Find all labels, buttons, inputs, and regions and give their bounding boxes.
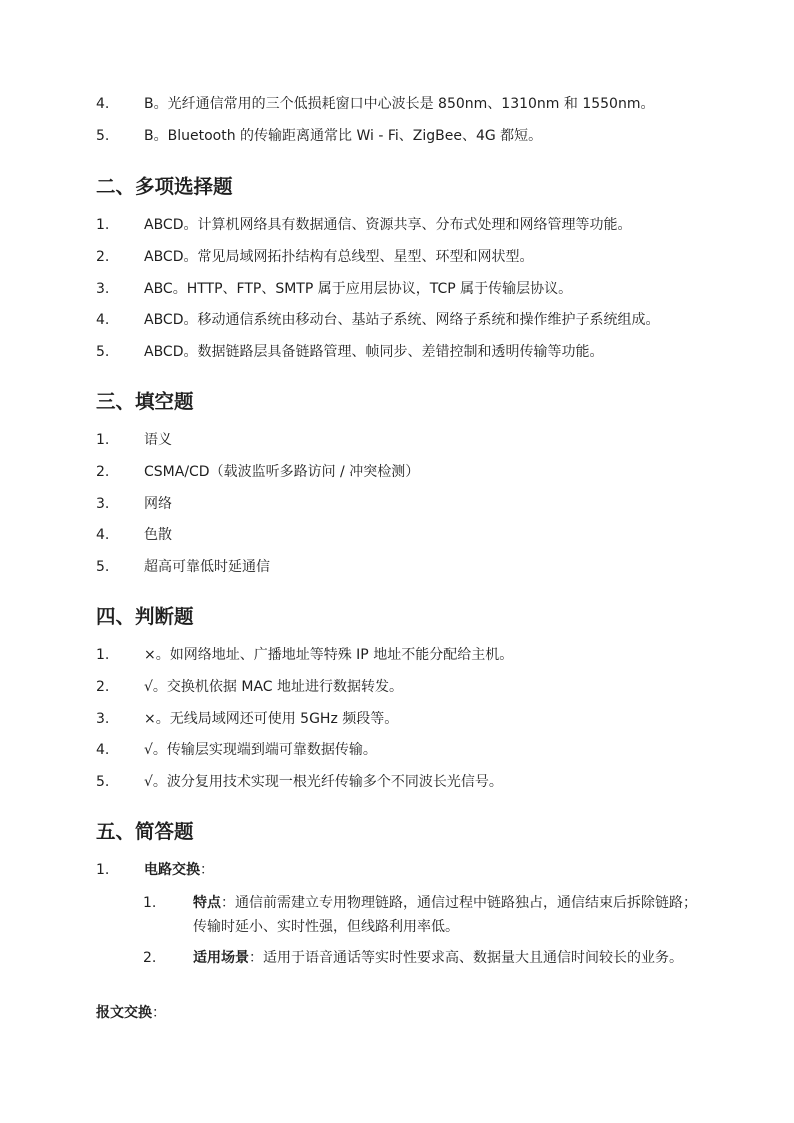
item-number: 4. — [96, 312, 110, 328]
item-number: 4. — [96, 742, 110, 758]
item-number: 5. — [96, 344, 110, 360]
item-text: ABCD。移动通信系统由移动台、基站子系统、网络子系统和操作维护子系统组成。 — [144, 312, 660, 328]
item-label: 电路交换 — [144, 862, 200, 878]
item-text: ×。无线局域网还可使用 5GHz 频段等。 — [144, 711, 399, 727]
item-text: B。Bluetooth 的传输距离通常比 Wi - Fi、ZigBee、4G 都短。 — [144, 128, 543, 144]
item-label: 适用场景 — [193, 950, 249, 966]
label-colon: ： — [249, 950, 263, 966]
section-heading: 二、多项选择题 — [96, 175, 233, 198]
item-text: ABCD。数据链路层具备链路管理、帧同步、差错控制和透明传输等功能。 — [144, 344, 604, 360]
item-text: √。传输层实现端到端可靠数据传输。 — [144, 742, 377, 758]
item-body: 通信前需建立专用物理链路，通信过程中链路独占，通信结束后拆除链路；传输时延小、实时性强，但线路利用率低。 — [193, 895, 697, 935]
section-heading: 五、简答题 — [96, 820, 194, 843]
item-text: √。波分复用技术实现一根光纤传输多个不同波长光信号。 — [144, 774, 503, 790]
item-text: CSMA/CD（载波监听多路访问 / 冲突检测） — [144, 464, 420, 480]
item-number: 1. — [96, 217, 110, 233]
item-number: 2. — [96, 249, 110, 265]
item-number: 4. — [96, 96, 110, 112]
section-heading: 三、填空题 — [96, 390, 194, 413]
item-text: √。交换机依据 MAC 地址进行数据转发。 — [144, 679, 404, 695]
item-number: 1. — [96, 432, 110, 448]
item-text: ABC。HTTP、FTP、SMTP 属于应用层协议，TCP 属于传输层协议。 — [144, 281, 573, 297]
item-text: 语义 — [144, 432, 172, 448]
section-label — [96, 1001, 166, 1025]
item-text: 色散 — [144, 527, 172, 543]
item-number: 2. — [96, 679, 110, 695]
item-text — [193, 946, 703, 970]
item-text: 超高可靠低时延通信 — [144, 559, 270, 575]
item-number: 2. — [96, 464, 110, 480]
item-number: 3. — [96, 711, 110, 727]
item-number: 3. — [96, 281, 110, 297]
item-label: 特点 — [193, 895, 221, 911]
label-colon: ： — [152, 1005, 166, 1021]
label-text: 报文交换 — [96, 1005, 152, 1021]
item-number: 1. — [96, 862, 110, 878]
item-number: 1. — [143, 895, 157, 911]
item-number: 4. — [96, 527, 110, 543]
item-text — [144, 858, 214, 882]
item-text: ABCD。计算机网络具有数据通信、资源共享、分布式处理和网络管理等功能。 — [144, 217, 632, 233]
item-text — [193, 891, 703, 939]
item-text: B。光纤通信常用的三个低损耗窗口中心波长是 850nm、1310nm 和 1550nm。 — [144, 96, 655, 112]
label-colon: ： — [200, 862, 214, 878]
item-number: 2. — [143, 950, 157, 966]
label-colon: ： — [221, 895, 235, 911]
item-number: 1. — [96, 647, 110, 663]
item-number: 5. — [96, 128, 110, 144]
section-heading: 四、判断题 — [96, 605, 194, 628]
item-text: ×。如网络地址、广播地址等特殊 IP 地址不能分配给主机。 — [144, 647, 514, 663]
item-body: 适用于语音通话等实时性要求高、数据量大且通信时间较长的业务。 — [263, 950, 683, 966]
item-number: 3. — [96, 496, 110, 512]
item-number: 5. — [96, 774, 110, 790]
item-text: 网络 — [144, 496, 172, 512]
item-number: 5. — [96, 559, 110, 575]
item-text: ABCD。常见局域网拓扑结构有总线型、星型、环型和网状型。 — [144, 249, 534, 265]
